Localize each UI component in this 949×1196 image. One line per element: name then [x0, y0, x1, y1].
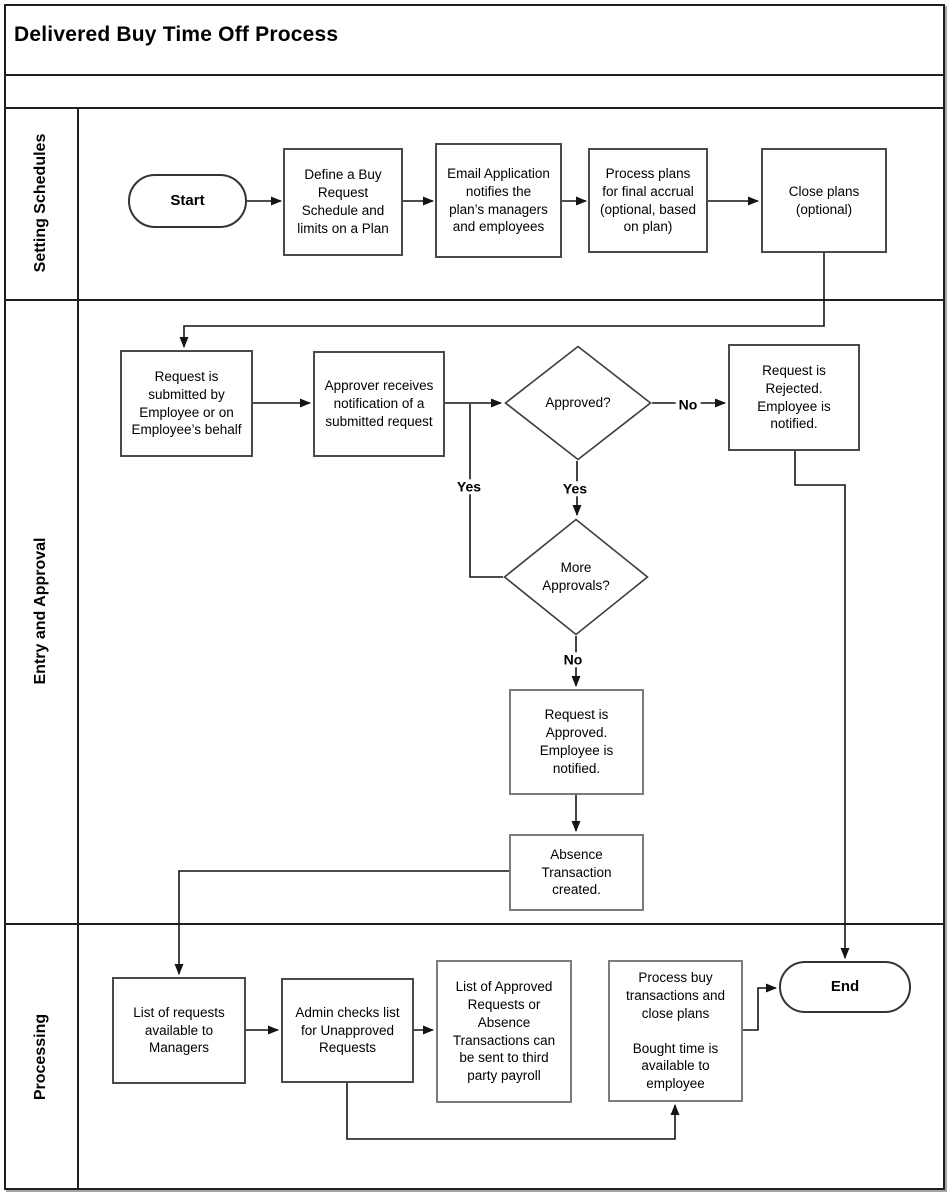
title-row-divider: [4, 74, 945, 76]
list-requests-step: List of requests available to Managers: [112, 977, 246, 1084]
lane-label-setting-schedules: Setting Schedules: [31, 133, 49, 273]
process-buy-line1: Process buy transactions and close plans: [625, 970, 726, 1021]
request-rejected-step: Request is Rejected. Employee is notified.: [728, 344, 860, 451]
lane-divider-2: [4, 923, 945, 925]
approved-decision-label: Approved?: [545, 395, 611, 411]
more-approvals-no-label: No: [561, 652, 586, 667]
define-schedule-step: Define a Buy Request Schedule and limits on a Plan: [283, 148, 403, 256]
lane-divider-1: [4, 299, 945, 301]
admin-checks-step: Admin checks list for Unapproved Requests: [281, 978, 414, 1083]
more-approvals-decision-label: More Approvals?: [542, 560, 610, 593]
more-approvals-yes-label: Yes: [454, 479, 484, 494]
start-terminator: Start: [128, 174, 247, 228]
lane-label-column-divider: [77, 107, 79, 1190]
list-approved-step: List of Approved Requests or Absence Transactions can be sent to third party payroll: [436, 960, 572, 1103]
approved-no-label: No: [676, 397, 701, 412]
header-gap-divider: [4, 107, 945, 109]
lane-processing: [4, 923, 77, 1190]
lane-label-processing: Processing: [31, 1013, 49, 1100]
lane-entry-and-approval: [4, 299, 77, 923]
end-terminator: End: [779, 961, 911, 1013]
process-buy-step: [608, 960, 743, 1102]
approved-yes-label: Yes: [560, 481, 590, 496]
close-plans-step: Close plans (optional): [761, 148, 887, 253]
request-approved-step: Request is Approved. Employee is notified.: [509, 689, 644, 795]
more-approvals-decision: [503, 518, 649, 636]
email-notification-step: Email Application notifies the plan’s managers and employees: [435, 143, 562, 258]
process-buy-line2: Bought time is available to employee: [632, 1040, 719, 1092]
approver-notified-step: Approver receives notification of a submitted request: [313, 351, 445, 457]
final-accrual-step: Process plans for final accrual (optional, based on plan): [588, 148, 708, 253]
request-submitted-step: Request is submitted by Employee or on Employee’s behalf: [120, 350, 253, 457]
approved-decision: [504, 345, 652, 461]
lane-label-entry-and-approval: Entry and Approval: [31, 537, 49, 685]
lane-setting-schedules: [4, 107, 77, 299]
page-title: Delivered Buy Time Off Process: [14, 23, 339, 46]
absence-transaction-step: Absence Transaction created.: [509, 834, 644, 911]
